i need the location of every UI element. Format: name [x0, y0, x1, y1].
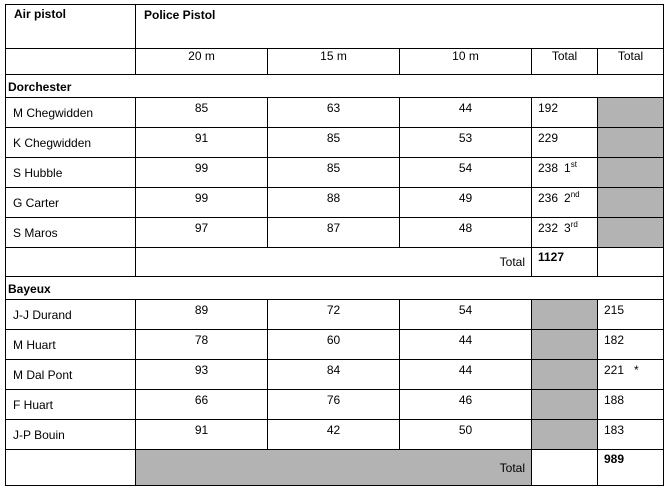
score-20m: 99 [136, 158, 268, 188]
shooter-name: M Dal Pont [6, 360, 136, 390]
shaded-cell [532, 300, 598, 330]
shooter-name: M Chegwidden [6, 98, 136, 128]
score-15m: 72 [268, 300, 400, 330]
col-header-15m: 15 m [268, 49, 400, 75]
placement-number: 1 [564, 161, 571, 175]
team-header-row [6, 75, 664, 98]
shaded-cell [532, 420, 598, 450]
total-value: 221 [604, 363, 625, 377]
shooter-total [532, 188, 598, 218]
table-row [6, 188, 664, 218]
shooter-name: M Huart [6, 330, 136, 360]
shaded-cell [598, 188, 664, 218]
score-10m: 50 [400, 420, 532, 450]
team-total-row [6, 248, 664, 277]
table-row [6, 128, 664, 158]
score-20m: 93 [136, 360, 268, 390]
score-20m: 89 [136, 300, 268, 330]
table-row [6, 218, 664, 248]
shooter-total [598, 390, 664, 420]
score-10m: 54 [400, 158, 532, 188]
shaded-cell [598, 128, 664, 158]
score-20m: 91 [136, 420, 268, 450]
col-header-total-bayeux: Total [598, 49, 664, 75]
shaded-cell [532, 360, 598, 390]
table-row [6, 360, 664, 390]
shooter-total [598, 420, 664, 450]
title-row [6, 5, 664, 49]
score-15m: 87 [268, 218, 400, 248]
shooter-name: G Carter [6, 188, 136, 218]
shooter-total [598, 300, 664, 330]
placement-number: 3 [564, 221, 571, 235]
score-15m: 42 [268, 420, 400, 450]
total-value: 229 [538, 131, 559, 145]
placement [564, 161, 577, 175]
scores-table [5, 4, 664, 486]
total-value: 183 [604, 423, 625, 437]
placement [564, 221, 578, 235]
score-20m: 78 [136, 330, 268, 360]
placement-number: 2 [564, 191, 571, 205]
score-15m: 84 [268, 360, 400, 390]
placement-suffix: st [570, 160, 577, 169]
shooter-total [532, 218, 598, 248]
header-blank [6, 49, 136, 75]
team-total-label: Total [136, 248, 532, 277]
table-row [6, 420, 664, 450]
shaded-cell [598, 158, 664, 188]
score-10m: 46 [400, 390, 532, 420]
score-15m: 63 [268, 98, 400, 128]
table-row [6, 300, 664, 330]
score-15m: 60 [268, 330, 400, 360]
score-10m: 48 [400, 218, 532, 248]
total-value: 192 [538, 101, 559, 115]
total-value: 188 [604, 393, 625, 407]
score-20m: 91 [136, 128, 268, 158]
score-15m: 88 [268, 188, 400, 218]
score-15m: 85 [268, 158, 400, 188]
team-total-label: Total [136, 450, 532, 486]
table-row [6, 390, 664, 420]
score-10m: 49 [400, 188, 532, 218]
shooter-name: S Maros [6, 218, 136, 248]
score-20m: 97 [136, 218, 268, 248]
total-value: 236 [538, 191, 559, 205]
event-title: Air pistol [6, 5, 136, 49]
total-value: 238 [538, 161, 559, 175]
team-header-row [6, 277, 664, 300]
col-header-total-dorchester: Total [532, 49, 598, 75]
shooter-name: F Huart [6, 390, 136, 420]
score-15m: 85 [268, 128, 400, 158]
total-value: 182 [604, 333, 625, 347]
discipline-title: Police Pistol [136, 5, 664, 49]
total-value: 215 [604, 303, 625, 317]
table-row [6, 330, 664, 360]
score-15m: 76 [268, 390, 400, 420]
table-row [6, 98, 664, 128]
shooter-total [532, 128, 598, 158]
shooter-name: K Chegwidden [6, 128, 136, 158]
team-total-value: 1127 [532, 248, 598, 277]
shaded-cell [532, 330, 598, 360]
team-name: Dorchester [6, 75, 664, 98]
score-20m: 85 [136, 98, 268, 128]
team-name: Bayeux [6, 277, 664, 300]
shooter-name: J-J Durand [6, 300, 136, 330]
shaded-cell [598, 98, 664, 128]
score-10m: 44 [400, 360, 532, 390]
shooter-total [598, 330, 664, 360]
score-20m: 99 [136, 188, 268, 218]
shooter-total [532, 158, 598, 188]
shooter-name: S Hubble [6, 158, 136, 188]
shooter-name: J-P Bouin [6, 420, 136, 450]
total-value: 232 [538, 221, 559, 235]
table-row [6, 158, 664, 188]
col-header-20m: 20 m [136, 49, 268, 75]
shooter-total [598, 360, 664, 390]
shaded-cell [532, 390, 598, 420]
placement [564, 191, 580, 205]
column-header-row [6, 49, 664, 75]
score-10m: 53 [400, 128, 532, 158]
score-10m: 44 [400, 330, 532, 360]
col-header-10m: 10 m [400, 49, 532, 75]
score-20m: 66 [136, 390, 268, 420]
score-10m: 54 [400, 300, 532, 330]
team-total-value: 989 [598, 450, 664, 486]
total-row-blank [598, 248, 664, 277]
shooter-total [532, 98, 598, 128]
total-row-blank [6, 248, 136, 277]
shaded-cell [598, 218, 664, 248]
score-10m: 44 [400, 98, 532, 128]
placement-suffix: rd [570, 220, 578, 229]
placement-suffix: nd [570, 190, 580, 199]
asterisk-note: * [634, 363, 639, 377]
